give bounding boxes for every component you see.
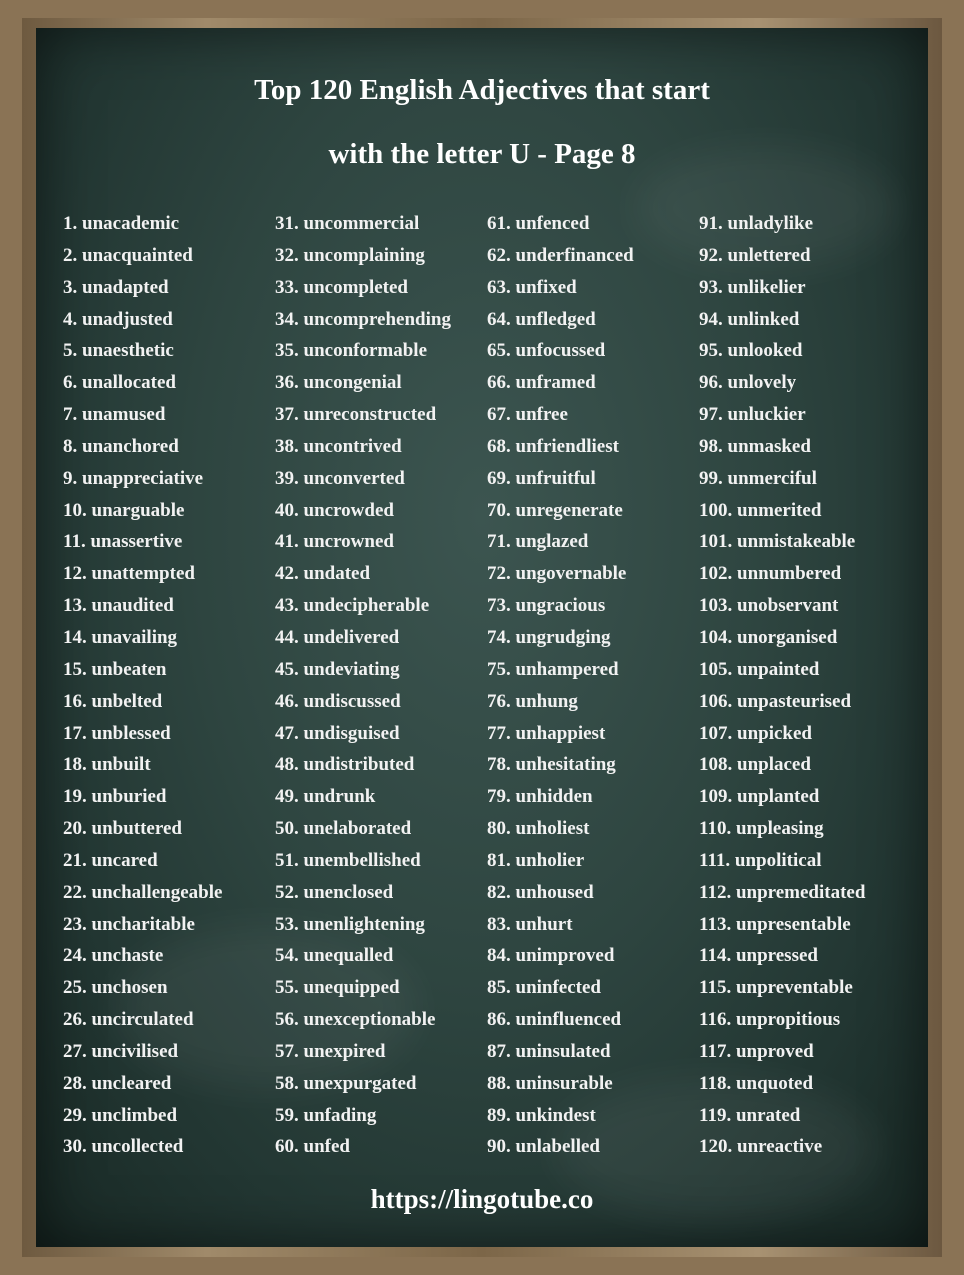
word-list-item: 22. unchallengeable	[63, 881, 223, 903]
word-list-item: 35. unconformable	[275, 340, 427, 362]
word-list-item: 117. unproved	[699, 1040, 814, 1062]
word-list-item: 60. unfed	[275, 1136, 350, 1158]
word-list-item: 86. uninfluenced	[487, 1009, 622, 1031]
word-list-item: 98. unmasked	[699, 435, 811, 457]
word-list-item: 65. unfocussed	[487, 340, 606, 362]
word-list-item: 71. unglazed	[487, 531, 589, 553]
word-list-item: 50. unelaborated	[275, 818, 412, 840]
word-list-item: 88. uninsurable	[487, 1072, 613, 1094]
word-list-item: 31. uncommercial	[275, 213, 420, 234]
word-list-item: 94. unlinked	[699, 308, 800, 330]
word-list-item: 110. unpleasing	[699, 818, 824, 840]
word-list-item: 96. unlovely	[699, 372, 797, 394]
word-list-item: 21. uncared	[63, 849, 158, 871]
word-list-item: 61. unfenced	[487, 213, 590, 234]
word-list-item: 81. unholier	[487, 849, 585, 871]
word-list-item: 40. uncrowded	[275, 499, 394, 521]
word-column-4	[699, 208, 911, 1163]
word-list-item: 111. unpolitical	[699, 849, 822, 871]
word-list-item: 109. unplanted	[699, 786, 820, 808]
word-list-item: 10. unarguable	[63, 499, 185, 521]
word-list-item: 64. unfledged	[487, 308, 596, 330]
word-list-item: 53. unenlightening	[275, 913, 425, 935]
word-list-item: 89. unkindest	[487, 1104, 596, 1126]
word-list-item: 32. uncomplaining	[275, 244, 425, 266]
word-list-item: 87. uninsulated	[487, 1040, 611, 1062]
word-list-item: 12. unattempted	[63, 563, 195, 585]
word-list-item: 101. unmistakeable	[699, 531, 856, 553]
word-list-item: 6. unallocated	[63, 372, 176, 394]
word-list-item: 82. unhoused	[487, 881, 594, 903]
word-list-item: 8. unanchored	[63, 435, 179, 457]
word-list-item: 105. unpainted	[699, 658, 820, 680]
word-list-item: 15. unbeaten	[63, 658, 167, 680]
word-list-item: 41. uncrowned	[275, 531, 394, 553]
word-column-2	[275, 208, 487, 1163]
word-list-item: 66. unframed	[487, 372, 596, 394]
word-list-item: 119. unrated	[699, 1104, 801, 1126]
word-list-item: 108. unplaced	[699, 754, 811, 776]
word-list-item: 36. uncongenial	[275, 372, 402, 394]
word-list-item: 13. unaudited	[63, 595, 174, 617]
word-column-1	[63, 208, 275, 1163]
word-list-item: 72. ungovernable	[487, 563, 627, 585]
word-list-item: 14. unavailing	[63, 626, 178, 648]
word-list-item: 116. unpropitious	[699, 1009, 841, 1031]
word-list-item: 83. unhurt	[487, 913, 573, 935]
word-list-item: 118. unquoted	[699, 1072, 814, 1094]
word-list-item: 68. unfriendliest	[487, 435, 619, 457]
word-list-item: 99. unmerciful	[699, 467, 817, 489]
word-list-item: 30. uncollected	[63, 1136, 184, 1158]
word-list-item: 28. uncleared	[63, 1072, 172, 1094]
word-list-item: 34. uncomprehending	[275, 308, 451, 330]
word-list-item: 44. undelivered	[275, 626, 400, 648]
word-list-item: 67. unfree	[487, 404, 568, 426]
word-list-item: 78. unhesitating	[487, 754, 616, 776]
word-list-item: 3. unadapted	[63, 276, 169, 298]
page-title-line-2: with the letter U - Page 8	[328, 138, 636, 170]
word-list-item: 46. undiscussed	[275, 690, 401, 712]
word-list-item: 93. unlikelier	[699, 276, 806, 298]
word-list-item: 11. unassertive	[63, 531, 183, 553]
word-list-item: 58. unexpurgated	[275, 1072, 417, 1094]
word-list-item: 20. unbuttered	[63, 818, 182, 840]
word-list-item: 74. ungrudging	[487, 626, 611, 648]
word-list-item: 84. unimproved	[487, 945, 615, 967]
word-list-item: 76. unhung	[487, 690, 578, 712]
word-list-item: 2. unacquainted	[63, 244, 193, 266]
word-list-item: 107. unpicked	[699, 722, 812, 744]
word-list-item: 97. unluckier	[699, 404, 806, 426]
word-list-item: 1. unacademic	[63, 213, 180, 234]
word-list-item: 85. uninfected	[487, 977, 601, 999]
word-list-item: 92. unlettered	[699, 244, 811, 266]
word-list-item: 79. unhidden	[487, 786, 593, 808]
word-list-item: 70. unregenerate	[487, 499, 623, 521]
word-list-item: 57. unexpired	[275, 1040, 386, 1062]
word-list-item: 5. unaesthetic	[63, 340, 174, 362]
word-list-item: 51. unembellished	[275, 849, 421, 871]
word-list-item: 62. underfinanced	[487, 244, 634, 266]
word-list-item: 56. unexceptionable	[275, 1009, 436, 1031]
word-list-item: 25. unchosen	[63, 977, 168, 999]
word-list-item: 23. uncharitable	[63, 913, 195, 935]
word-list-item: 48. undistributed	[275, 754, 415, 776]
word-list-item: 95. unlooked	[699, 340, 803, 362]
word-list-item: 29. unclimbed	[63, 1104, 178, 1126]
word-list-item: 73. ungracious	[487, 595, 606, 617]
word-list-item: 49. undrunk	[275, 786, 376, 808]
word-list-item: 59. unfading	[275, 1104, 377, 1126]
word-list-item: 18. unbuilt	[63, 754, 151, 776]
word-list-item: 102. unnumbered	[699, 563, 842, 585]
word-list-item: 47. undisguised	[275, 722, 400, 744]
word-list-item: 24. unchaste	[63, 945, 164, 967]
word-list-item: 112. unpremeditated	[699, 881, 866, 903]
word-list-item: 43. undecipherable	[275, 595, 430, 617]
word-list-item: 55. unequipped	[275, 977, 400, 999]
word-list-item: 63. unfixed	[487, 276, 577, 298]
word-list-item: 104. unorganised	[699, 626, 838, 648]
word-column-3	[487, 208, 699, 1163]
word-list-item: 100. unmerited	[699, 499, 822, 521]
word-list-item: 69. unfruitful	[487, 467, 596, 489]
word-list-item: 103. unobservant	[699, 595, 839, 617]
word-list-item: 17. unblessed	[63, 722, 171, 744]
word-list-item: 39. unconverted	[275, 467, 405, 489]
footer-url[interactable]: https://lingotube.co	[370, 1184, 594, 1214]
word-list-item: 114. unpressed	[699, 945, 818, 967]
word-list-item: 80. unholiest	[487, 818, 590, 840]
word-list-item: 16. unbelted	[63, 690, 163, 712]
word-list-item: 77. unhappiest	[487, 722, 606, 744]
word-list-item: 37. unreconstructed	[275, 404, 437, 426]
word-list-item: 27. uncivilised	[63, 1040, 179, 1062]
word-list-item: 75. unhampered	[487, 658, 619, 680]
word-list-item: 19. unburied	[63, 786, 167, 808]
word-list-item: 45. undeviating	[275, 658, 400, 680]
word-list-item: 106. unpasteurised	[699, 690, 852, 712]
word-list-item: 7. unamused	[63, 404, 166, 426]
word-list-item: 91. unladylike	[699, 213, 814, 234]
word-list-item: 26. uncirculated	[63, 1009, 194, 1031]
word-list-item: 113. unpresentable	[699, 913, 851, 935]
word-list-item: 33. uncompleted	[275, 276, 408, 298]
word-list-item: 4. unadjusted	[63, 308, 173, 330]
word-list-item: 115. unpreventable	[699, 977, 853, 999]
word-list-item: 120. unreactive	[699, 1136, 823, 1158]
word-list-item: 54. unequalled	[275, 945, 394, 967]
page-title-line-1: Top 120 English Adjectives that start	[254, 74, 710, 106]
word-list-item: 38. uncontrived	[275, 435, 402, 457]
word-list-item: 90. unlabelled	[487, 1136, 600, 1158]
word-list-item: 52. unenclosed	[275, 881, 394, 903]
word-list-item: 42. undated	[275, 563, 371, 585]
word-list-item: 9. unappreciative	[63, 467, 204, 489]
